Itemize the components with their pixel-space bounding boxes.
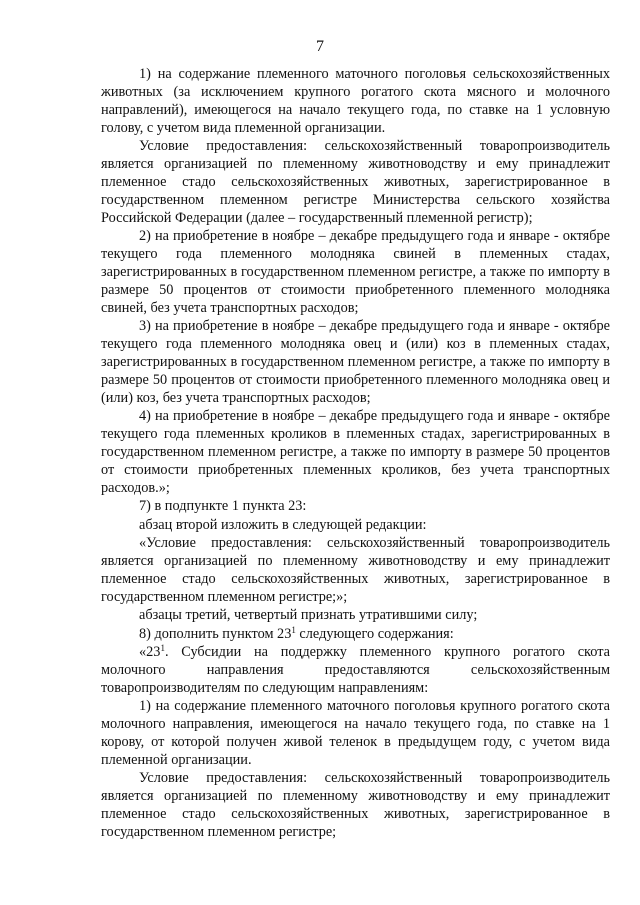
paragraph-condition-quoted: «Условие предоставления: сельскохозяйственный товаропроизводитель является организацией по племенному животноводству и ему принадлежит племенное стадо сельскохозяйственных животных, зарегистрированное в государственном племенном регистре;»;: [101, 535, 610, 605]
paragraph-item-4: 4) на приобретение в ноябре – декабре предыдущего года и январе - октябре текущего года племенных кроликов в племенных стадах, зарегистрированных в государственном племенном регистре, а также по импорту в размере 50 процентов от стоимости приобретенных племенных кроликов, без учета транспортных расходов.»;: [101, 408, 610, 496]
paragraph-condition-1: Условие предоставления: сельскохозяйственный товаропроизводитель является организацией по племенному животноводству и ему принадлежит племенное стадо сельскохозяйственных животных, зарегистрированное в государственном племенном регистре Министерства сельского хозяйства Российской Федерации (далее – государственный племенной регистр);: [101, 138, 610, 226]
paragraph-item-3: 3) на приобретение в ноябре – декабре предыдущего года и январе - октябре текущего года племенного молодняка овец и (или) коз в племенных стадах, зарегистрированных в государственном племенном регистре, а также по импорту в размере 50 процентов от стоимости приобретенного племенного молодняка овец и (или) коз, без учета транспортных расходов;: [101, 318, 610, 406]
paragraph-dairy-item-1: 1) на содержание племенного маточного поголовья крупного рогатого скота молочного направления, имеющегося на начало текущего года, по ставке на 1 корову, от которой получен живой теленок в предыдущем году, с учетом вида племенной организации.: [101, 698, 610, 768]
paragraph-item-23-1: [101, 644, 610, 698]
paragraph-abzac-2: абзац второй изложить в следующей редакции:: [139, 516, 427, 533]
paragraph-item-7: 7) в подпункте 1 пункта 23:: [139, 498, 307, 515]
paragraph-item-2: 2) на приобретение в ноябре – декабре предыдущего года и январе - октябре текущего года племенного молодняка свиней в племенных стадах, зарегистрированных в государственном племенном регистре, а также по импорту в размере 50 процентов от стоимости приобретенного племенного молодняка свиней, без учета транспортных расходов;: [101, 228, 610, 316]
item-23-open: «23: [139, 644, 161, 660]
item-23-text: . Субсидии на поддержку племенного крупного рогатого скота молочного направления предоставляются сельскохозяйственным товаропроизводителям по следующим направлениям:: [101, 644, 610, 696]
page-number: 7: [316, 38, 324, 55]
item-23-superscript: 1: [160, 643, 165, 653]
document-body: [101, 66, 610, 842]
paragraph-item-8: [101, 626, 610, 644]
item-8-superscript: 1: [291, 624, 296, 635]
item-8-text: 8) дополнить пунктом 23: [139, 625, 292, 642]
paragraph-abzac-3-4: абзацы третий, четвертый признать утратившими силу;: [139, 607, 478, 624]
item-8-tail: следующего содержания:: [295, 625, 454, 642]
paragraph-dairy-condition: Условие предоставления: сельскохозяйственный товаропроизводитель является организацией по племенному животноводству и ему принадлежит племенное стадо сельскохозяйственных животных, зарегистрированное в государственном племенном регистре;: [101, 770, 610, 841]
paragraph-item-1: 1) на содержание племенного маточного поголовья сельскохозяйственных животных (за исключением крупного рогатого скота мясного и молочного направлений), имеющегося на начало текущего года, по ставке на 1 условную голову, с учетом вида племенной организации.: [101, 66, 610, 136]
